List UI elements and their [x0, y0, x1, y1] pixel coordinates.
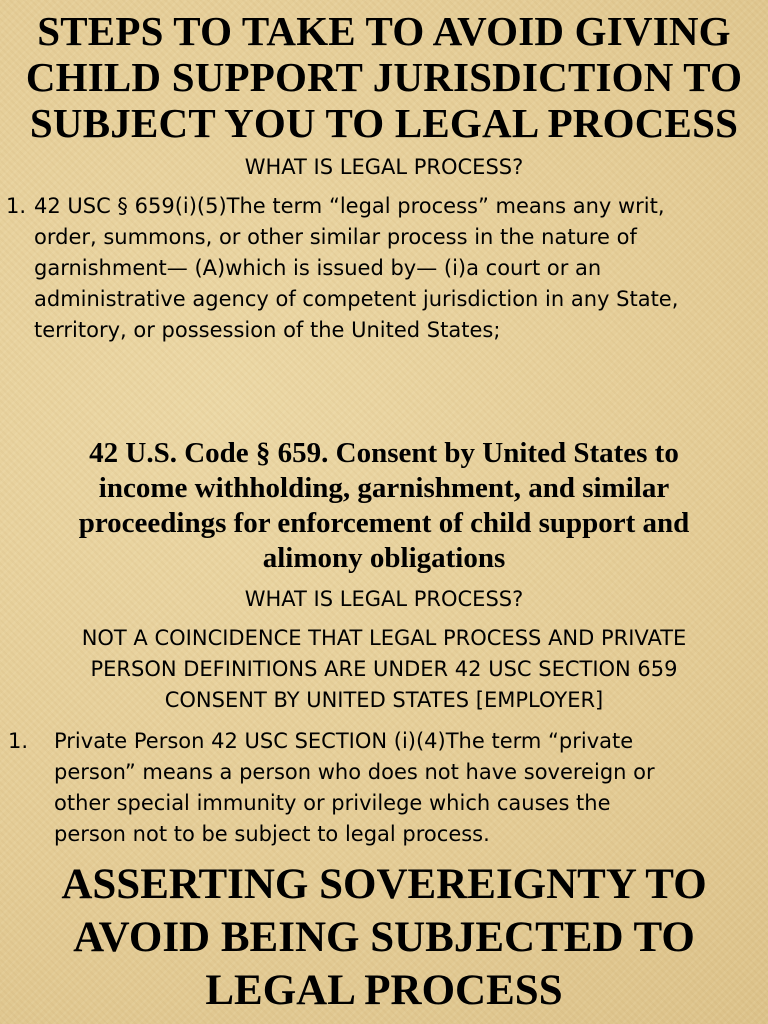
bottom-title [0, 858, 768, 1017]
code-heading-line: income withholding, garnishment, and similar [98, 472, 670, 504]
main-title-line-3: SUBJECT YOU TO LEGAL PROCESS [29, 100, 739, 146]
coincidence-line: NOT A COINCIDENCE THAT LEGAL PROCESS AND PRIVATE [81, 626, 687, 650]
bottom-title-line-1: ASSERTING SOVEREIGNTY TO [61, 861, 707, 908]
item-number: 1. [6, 194, 27, 218]
item-line: administrative agency of competent jurisdiction in any State, [34, 287, 679, 311]
item-line: garnishment— (A)which is issued by— (i)a court or an [34, 256, 602, 280]
item-number: 1. [8, 729, 29, 753]
legal-process-question: WHAT IS LEGAL PROCESS? [244, 155, 524, 179]
item-line: person” means a person who does not have sovereign or [54, 760, 655, 784]
code-heading-line: proceedings for enforcement of child support and [78, 507, 690, 539]
main-title-line-2: CHILD SUPPORT JURISDICTION TO [25, 54, 743, 100]
coincidence-note [0, 623, 768, 716]
legal-process-question-2: WHAT IS LEGAL PROCESS? [244, 587, 524, 611]
private-person-definition-item [8, 726, 758, 850]
coincidence-line: CONSENT BY UNITED STATES [EMPLOYER] [164, 688, 604, 712]
item-line: Private Person 42 USC SECTION (i)(4)The term “private [54, 729, 634, 753]
code-heading-line: 42 U.S. Code § 659. Consent by United States to [89, 437, 679, 469]
main-title-line-1: STEPS TO TAKE TO AVOID GIVING [37, 8, 731, 54]
item-line: 42 USC § 659(i)(5)The term “legal process” means any writ, [34, 194, 665, 218]
bottom-title-line-2: AVOID BEING SUBJECTED TO [73, 914, 695, 961]
item-line: other special immunity or privilege which causes the [54, 791, 611, 815]
code-heading-line: alimony obligations [262, 542, 506, 574]
legal-process-definition-item [6, 191, 762, 346]
coincidence-line: PERSON DEFINITIONS ARE UNDER 42 USC SECTION 659 [90, 657, 678, 681]
item-line: territory, or possession of the United States; [34, 318, 501, 342]
item-body [54, 726, 758, 850]
bottom-title-line-3: LEGAL PROCESS [205, 967, 563, 1014]
item-body [34, 191, 762, 346]
code-section-heading [0, 436, 768, 576]
item-line: order, summons, or other similar process in the nature of [34, 225, 637, 249]
main-title [0, 8, 768, 146]
item-line: person not to be subject to legal process. [54, 822, 490, 846]
